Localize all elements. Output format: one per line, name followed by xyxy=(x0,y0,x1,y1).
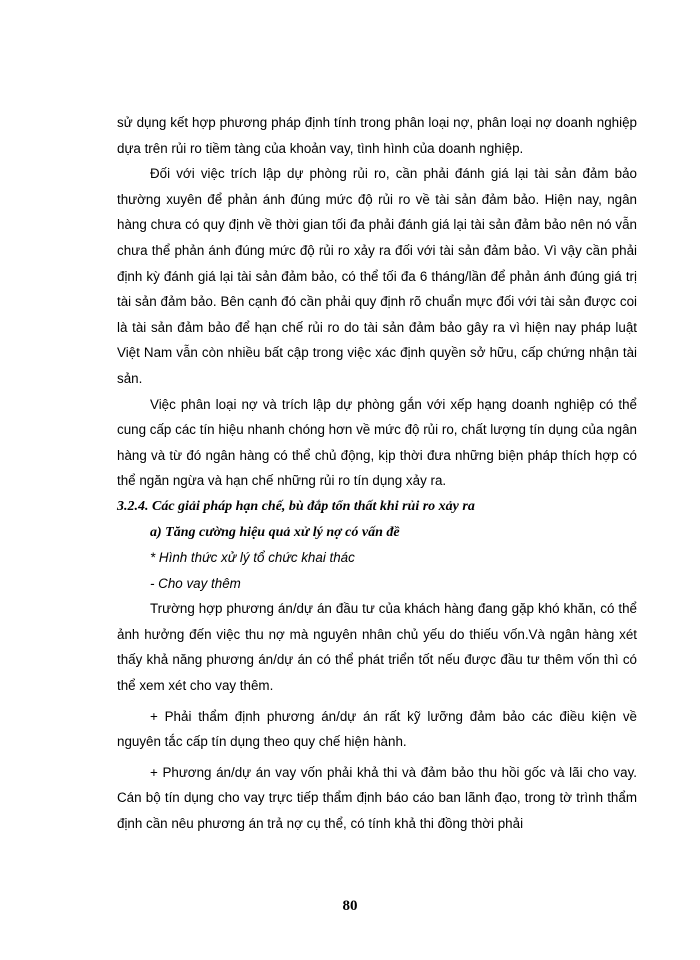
paragraph-4: Trường hợp phương án/dự án đầu tư của khách hàng đang gặp khó khăn, có thể ảnh hưởng đến việc thu nợ mà nguyên nhân chủ yếu do thiếu vốn.Và ngân hàng xét thấy khả năng phương án/dự án có thể phát triển tốt nếu được đầu tư thêm vốn thì có thể xem xét cho vay thêm. xyxy=(117,601,637,694)
page-number: 80 xyxy=(342,898,358,914)
section-heading: 3.2.4. Các giải pháp hạn chế, bù đắp tổn thất khi rủi ro xảy ra xyxy=(117,498,475,514)
paragraph-6: + Phương án/dự án vay vốn phải khả thi và đảm bảo thu hồi gốc và lãi cho vay. Cán bộ tín dụng cho vay trực tiếp thẩm định báo cáo ban lãnh đạo, trong tờ trình thẩm định cần nêu phương án trả nợ cụ thể, có tính khả thi đồng thời phải xyxy=(117,764,637,832)
item-heading: - Cho vay thêm xyxy=(150,575,241,591)
paragraph-5: + Phải thẩm định phương án/dự án rất kỹ lưỡng đảm bảo các điều kiện về nguyên tắc cấp tín dụng theo quy chế hiện hành. xyxy=(117,708,637,750)
subsection-heading: a) Tăng cường hiệu quả xử lý nợ có vấn đề xyxy=(150,524,400,540)
paragraph-2: Đối với việc trích lập dự phòng rủi ro, cần phải đánh giá lại tài sản đảm bảo thường xuyên để phản ánh đúng mức độ rủi ro về tài sản đảm bảo. Hiện nay, ngân hàng chưa có quy định về thời gian tối đa phải đánh giá lại tài sản đảm bảo nên nó vẫn chưa thể phản ánh đúng mức độ rủi ro xảy ra đối với tài sản đảm bảo. Vì vậy cần phải định kỳ đánh giá lại tài sản đảm bảo, có thể tối đa 6 tháng/lần để phản ánh đúng giá trị tài sản đảm bảo. Bên cạnh đó cần phải quy định rõ chuẩn mực đối với tài sản được coi là tài sản đảm bảo để hạn chế rủi ro do tài sản đảm bảo gây ra vì hiện nay pháp luật Việt Nam vẫn còn nhiều bất cập trong việc xác định quyền sở hữu, cấp chứng nhận tài sản. xyxy=(117,166,637,386)
document-body xyxy=(117,110,637,837)
paragraph-1: sử dụng kết hợp phương pháp định tính trong phân loại nợ, phân loại nợ doanh nghiệp dựa trên rủi ro tiềm tàng của khoản vay, tình hình của doanh nghiệp. xyxy=(117,115,637,156)
paragraph-3: Việc phân loại nợ và trích lập dự phòng gắn với xếp hạng doanh nghiệp có thể cung cấp các tín hiệu nhanh chóng hơn về mức độ rủi ro, chất lượng tín dụng của ngân hàng và từ đó ngân hàng có thể chủ động, kịp thời đưa những biện pháp thích hợp có thể ngăn ngừa và hạn chế những rủi ro tín dụng xảy ra. xyxy=(117,396,637,489)
form-heading: * Hình thức xử lý tổ chức khai thác xyxy=(150,550,355,566)
